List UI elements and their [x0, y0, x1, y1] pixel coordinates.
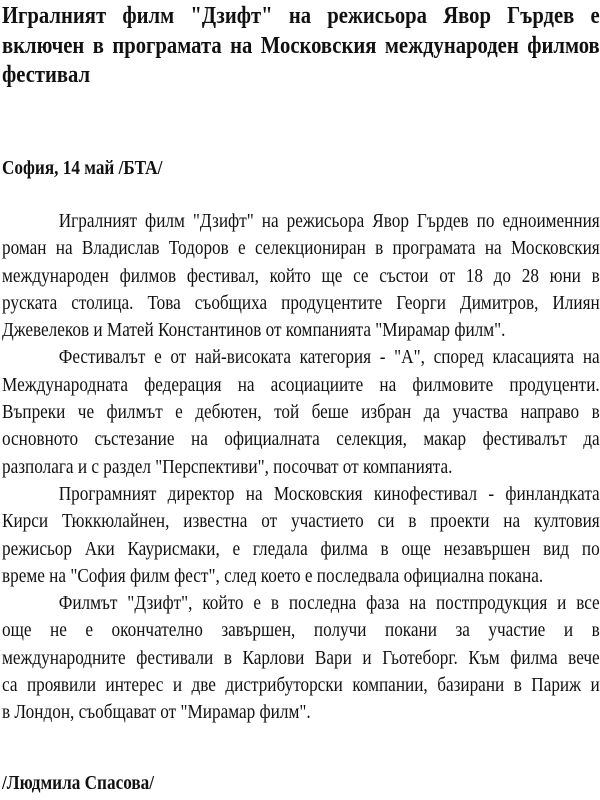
paragraph — [2, 208, 600, 344]
article-title — [2, 2, 600, 91]
title-line: фестивал — [2, 62, 91, 88]
paragraph-line: време на "София филм фест", след което е последвала официална покана. — [2, 564, 544, 587]
paragraph — [2, 590, 600, 726]
title-line: Игралният филм "Дзифт" на режисьора Явор Гърдев е — [2, 3, 600, 29]
paragraph-line: Въпреки че филмът е дебютен, той беше избран да участва направо в — [2, 401, 600, 424]
paragraph-line: режисьор Аки Каурисмаки, е гледала филма в още незавършен вид по — [2, 537, 600, 560]
article-body — [2, 208, 600, 727]
paragraph-line: руската столица. Това съобщиха продуцентите Георги Димитров, Илиян — [2, 291, 600, 314]
author-signature: /Людмила Спасова/ — [2, 772, 155, 794]
paragraph-line: разполага и с раздел "Перспективи", посочват от компанията. — [2, 455, 453, 478]
paragraph-line: Джевелеков и Матей Константинов от компанията "Мирамар филм". — [2, 319, 506, 342]
paragraph-line: в Лондон, съобщават от "Мирамар филм". — [2, 701, 311, 724]
paragraph — [2, 481, 600, 590]
dateline: София, 14 май /БТА/ — [2, 157, 163, 179]
paragraph — [2, 344, 600, 480]
paragraph-line: международните фестивали в Карлови Вари и Гьотеборг. Към филма вече — [2, 646, 600, 669]
paragraph-line: Фестивалът е от най-високата категория - "А", според класацията на — [58, 346, 600, 369]
title-line: включен в програмата на Московския международен филмов — [2, 32, 600, 59]
paragraph-line: международен филмов фестивал, който ще се състои от 18 до 28 юни в — [2, 264, 600, 287]
paragraph-line: още не е окончателно завършен, получи покани за участие и в — [2, 619, 600, 642]
paragraph-line: роман на Владислав Тодоров е селекциониран в програмата на Московския — [2, 237, 600, 260]
paragraph-line: Кирси Тюккюлайнен, известна от участието си в проекти на култовия — [2, 510, 600, 533]
paragraph-line: Игралният филм "Дзифт" на режисьора Явор Гърдев по едноименния — [58, 210, 600, 232]
paragraph-line: основното състезание на официалната селекция, макар фестивалът да — [2, 428, 600, 451]
paragraph-line: са проявили интерес и две дистрибуторски компании, базирани в Париж и — [2, 674, 600, 697]
paragraph-line: Международната федерация на асоциациите на филмовите продуценти. — [2, 373, 600, 396]
paragraph-line: Филмът "Дзифт", който е в последна фаза на постпродукция и все — [58, 592, 600, 615]
paragraph-line: Програмният директор на Московския кинофестивал - финландката — [58, 482, 600, 505]
